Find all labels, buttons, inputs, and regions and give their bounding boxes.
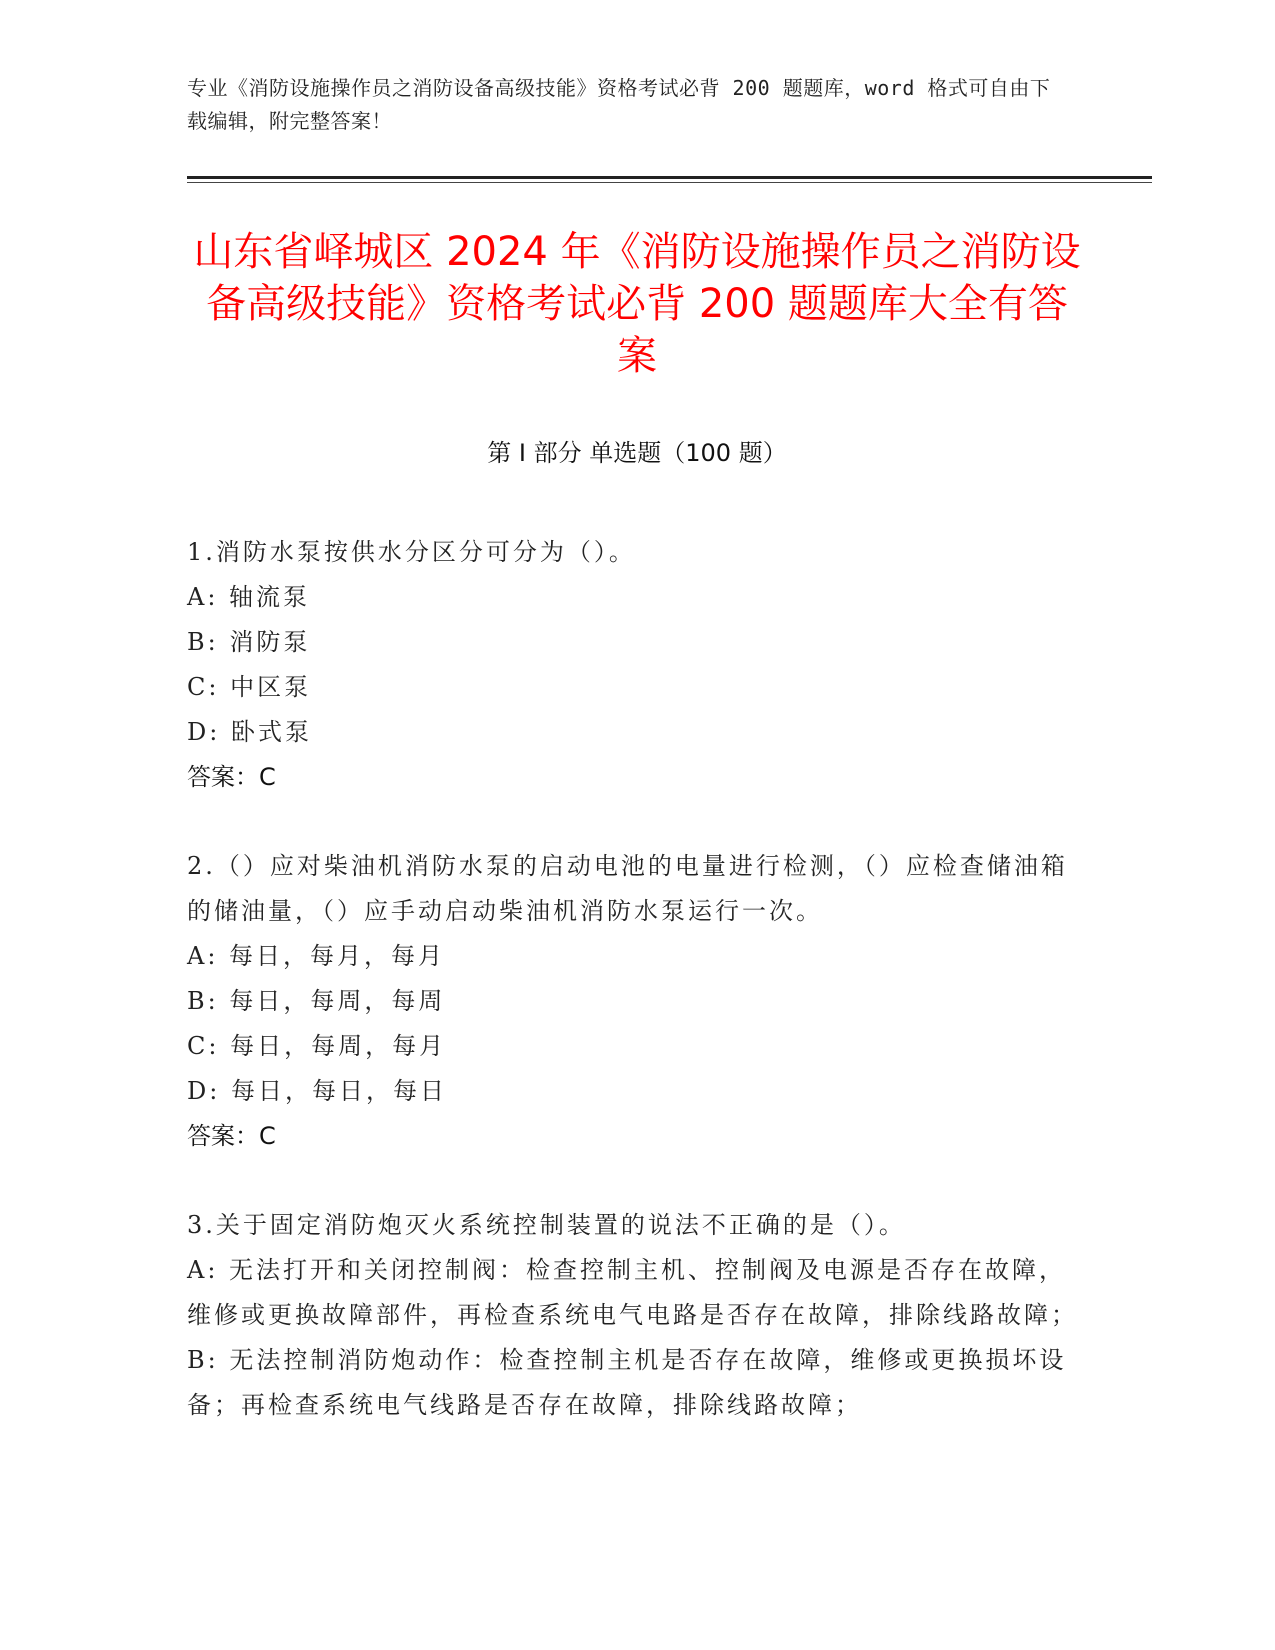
question-stem: 3.关于固定消防炮灭火系统控制装置的说法不正确的是（）。 <box>187 1211 906 1239</box>
document-title: 山东省峄城区 2024 年《消防设施操作员之消防设备高级技能》资格考试必背 200 题题库大全有答案 <box>193 229 1081 379</box>
option-c: C: 每日，每周，每月 <box>187 1032 447 1060</box>
question-stem: 2.（）应对柴油机消防水泵的启动电池的电量进行检测，（）应检查储油箱的储油量，（）应手动启动柴油机消防水泵运行一次。 <box>187 852 1068 925</box>
option-d: D: 卧式泵 <box>187 718 312 746</box>
answer: 答案：C <box>187 1122 276 1150</box>
question-stem: 1.消防水泵按供水分区分可分为（）。 <box>187 538 636 566</box>
option-a: A: 无法打开和关闭控制阀：检查控制主机、控制阀及电源是否存在故障，维修或更换故障部件，再检查系统电气电路是否存在故障，排除线路故障； <box>187 1256 1078 1329</box>
option-a: A: 每日，每月，每月 <box>187 942 446 970</box>
option-c: C: 中区泵 <box>187 673 312 701</box>
question-list <box>187 530 1087 1472</box>
option-b: B: 消防泵 <box>187 628 311 656</box>
option-d: D: 每日，每日，每日 <box>187 1077 447 1105</box>
option-b: B: 无法控制消防炮动作：检查控制主机是否存在故障，维修或更换损坏设备；再检查系统电气线路是否存在故障，排除线路故障； <box>187 1346 1067 1419</box>
answer: 答案：C <box>187 763 276 791</box>
header-divider-thin <box>187 182 1152 183</box>
option-a: A: 轴流泵 <box>187 583 311 611</box>
option-b: B: 每日，每周，每周 <box>187 987 446 1015</box>
question-2 <box>187 844 1087 1159</box>
header-note: 专业《消防设施操作员之消防设备高级技能》资格考试必背 200 题题库，word 格式可自由下载编辑，附完整答案！ <box>187 76 1051 133</box>
question-1 <box>187 530 1087 800</box>
section-heading: 第 I 部分 单选题（100 题） <box>487 439 787 467</box>
question-3 <box>187 1203 1087 1428</box>
header-divider-thick <box>187 176 1152 179</box>
